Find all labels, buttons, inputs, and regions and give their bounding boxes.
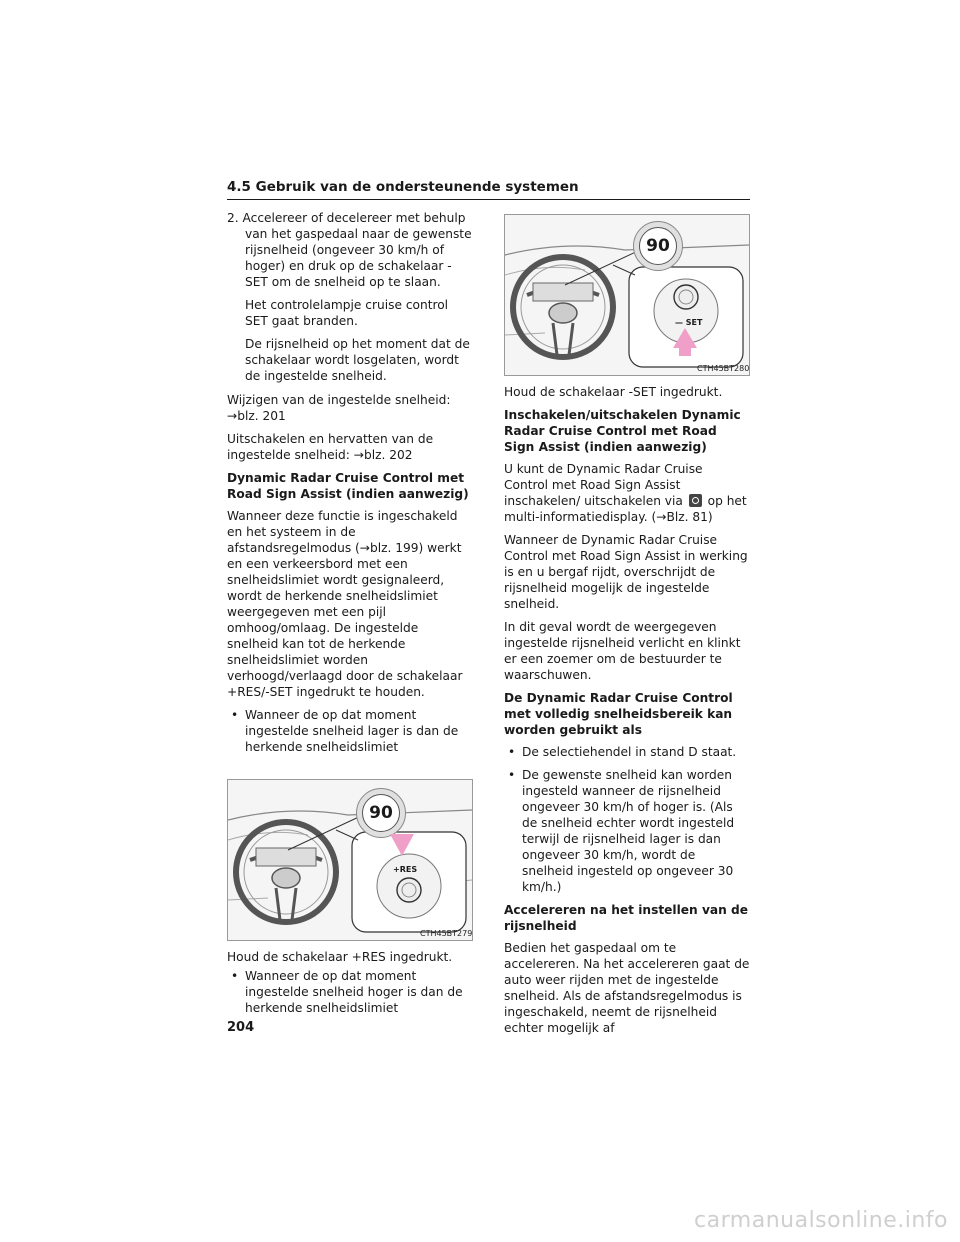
change-label: Wijzigen van de ingestelde snelheid: (227, 393, 451, 407)
onoff-label: Uitschakelen en hervatten van de ingestelde snelheid: (227, 432, 434, 462)
heading-road-sign-assist: Dynamic Radar Cruise Control met Road Sign Assist (indien aanwezig) (227, 471, 469, 501)
step-2-sub-1: Het controlelampje cruise control SET gaat branden. (245, 298, 449, 328)
set-switch-label: — SET (675, 318, 703, 327)
speed-sign (356, 788, 406, 838)
toggle-text-a: U kunt de Dynamic Radar Cruise Control met Road Sign Assist inschakelen/ uitschakelen via (504, 462, 703, 508)
cancel-resume-ref (227, 431, 473, 463)
rsa-paragraph: Wanneer deze functie is ingeschakeld en het systeem in de afstandsregelmodus (→blz. 199) werkt en een verkeersbord met een snelheidslimiet wordt gesignaleerd, wordt de herkende snelheidslimiet weergegeven met een pijl omhoog/omlaag. De ingestelde snelheid kan tot de herkende snelheidslimiet worden verhoogd/verlaagd door de schakelaar +RES/-SET ingedrukt te houden. (227, 509, 463, 699)
step-2 (227, 210, 473, 290)
left-column (227, 210, 473, 1023)
figure-code: CTH45BT280 (697, 364, 750, 373)
speed-sign-value: 90 (639, 227, 677, 265)
figure-1-caption: Houd de schakelaar +RES ingedrukt. (227, 950, 453, 964)
res-switch-label: +RES (393, 865, 418, 874)
pink-arrow-shaft (396, 834, 408, 840)
bullet-speed-setting: • De gewenste snelheid kan worden ingesteld wanneer de rijsnelheid ongeveer 30 km/h of hoger is. (Als de snelheid echter wordt ingesteld terwijl de rijsnelheid lager is dan ongeveer 30 km/h, wordt de snelheid ingesteld op ongeveer 30 km/h.) (504, 767, 750, 895)
heading-full-range: De Dynamic Radar Cruise Control met volledig snelheidsbereik kan worden gebruikt als (504, 691, 733, 737)
step-number: 2. (227, 211, 239, 225)
speed-sign (633, 221, 683, 271)
pink-arrow-shaft (679, 348, 691, 356)
figure-res-switch (227, 779, 473, 941)
figure-code: CTH45BT279 (420, 929, 473, 938)
heading-toggle-rsa: Inschakelen/uitschakelen Dynamic Radar Cruise Control met Road Sign Assist (indien aanwezig) (504, 408, 741, 454)
bullet-shift-d: • De selectiehendel in stand D staat. (504, 744, 750, 760)
page-number: 204 (227, 1020, 255, 1035)
change-speed-ref (227, 392, 473, 424)
change-page-link[interactable]: →blz. 201 (227, 409, 286, 423)
right-column (504, 214, 750, 1043)
accelerate-paragraph: Bedien het gaspedaal om te accelereren. Na het accelereren gaat de auto weer rijden met de ingestelde snelheid. Als de afstandsregelmodus is ingeschakeld, neemt de rijsnelheid echter mogelijk af (504, 941, 750, 1035)
bullet-higher-speed: • Wanneer de op dat moment ingestelde snelheid hoger is dan de herkende snelheidslimiet (227, 968, 473, 1016)
onoff-page-link[interactable]: →blz. 202 (353, 448, 413, 462)
downhill-paragraph: Wanneer de Dynamic Radar Cruise Control met Road Sign Assist in werking is en u bergaf rijdt, overschrijdt de rijsnelheid mogelijk de ingestelde snelheid. (504, 533, 748, 611)
steering-wheel-set-illustration (505, 215, 749, 375)
set-switch-text: SET (685, 318, 703, 327)
heading-accelerate: Accelereren na het instellen van de rijsnelheid (504, 903, 749, 933)
settings-gear-icon (689, 494, 702, 507)
figure-2-caption: Houd de schakelaar -SET ingedrukt. (504, 385, 723, 399)
pink-arrow-up-icon (673, 328, 697, 348)
step-text: Accelereer of decelereer met behulp van het gaspedaal naar de gewenste rijsnelheid (ongeveer 30 km/h of hoger) en druk op de schakelaar -SET om de snelheid op te slaan. (242, 211, 472, 289)
bullet-lower-speed: • Wanneer de op dat moment ingestelde snelheid lager is dan de herkende snelheidslimiet (227, 707, 473, 755)
speed-sign-value: 90 (362, 794, 400, 832)
toggle-text-b: op het multi-informatiedisplay. (→Blz. 81) (504, 494, 747, 524)
section-title: 4.5 Gebruik van de ondersteunende systemen (227, 179, 750, 200)
warning-paragraph: In dit geval wordt de weergegeven ingestelde rijsnelheid verlicht en klinkt er een zoemer om de bestuurder te waarschuwen. (504, 620, 741, 682)
step-2-sub-2: De rijsnelheid op het moment dat de schakelaar wordt losgelaten, wordt de ingestelde snelheid. (245, 337, 470, 383)
steering-wheel-res-illustration (228, 780, 472, 940)
figure-set-switch (504, 214, 750, 376)
toggle-paragraph (504, 461, 750, 525)
watermark: carmanualsonline.info (694, 1208, 948, 1233)
